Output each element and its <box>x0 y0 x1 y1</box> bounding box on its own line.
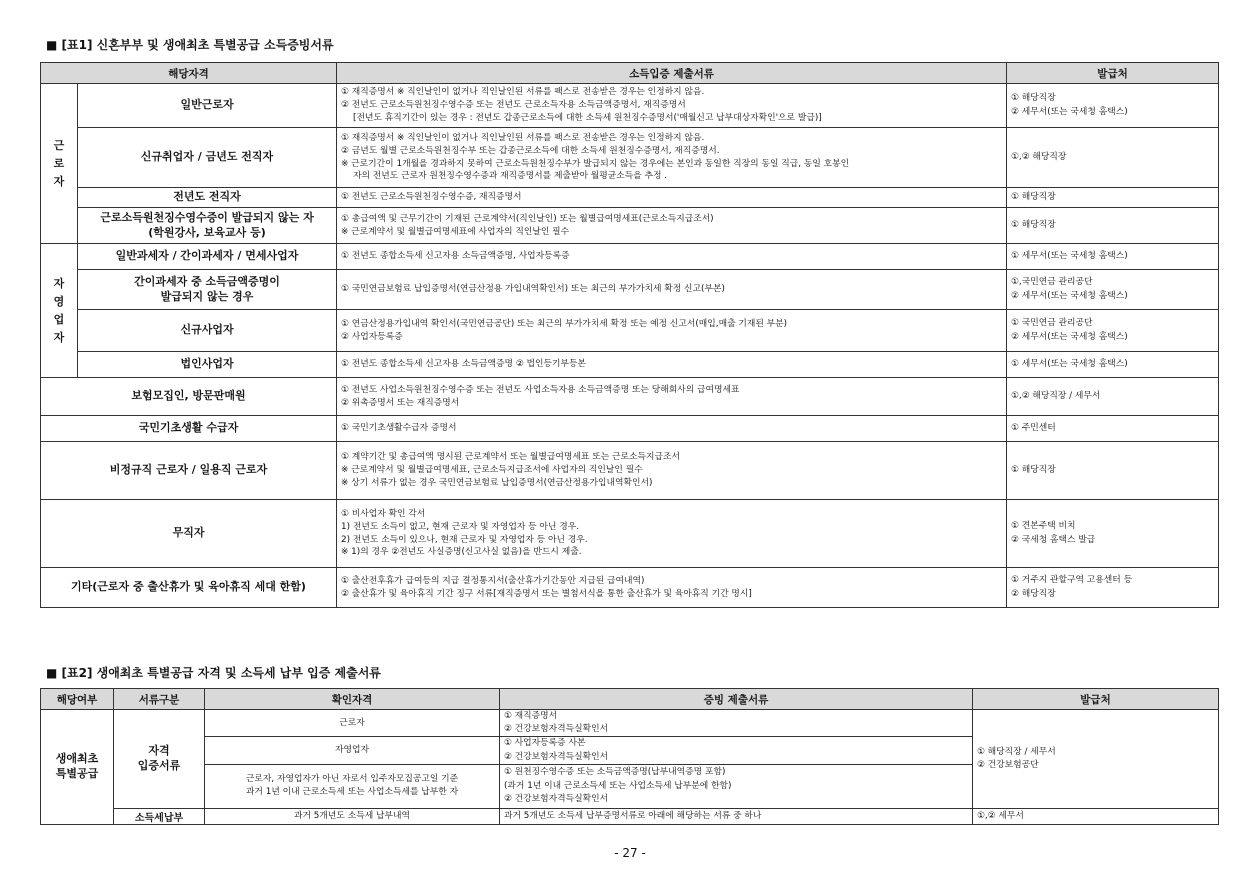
text-line: 2) 전년도 소득이 있으나, 현재 근로자 및 자영업자 등 아닌 경우. <box>341 534 588 545</box>
qualification-label: 신규취업자 / 금년도 전직자 <box>78 128 337 188</box>
text-line: ① 세무서(또는 국세청 홈택스) <box>1011 250 1128 261</box>
text-line: ② 출산휴가 및 육아휴직 기간 징구 서류[재직증명서 또는 별첨서식을 통한 출산휴가 및 육아휴직 기간 명시] <box>341 588 752 599</box>
group-worker <box>41 84 78 244</box>
table-row <box>41 500 1219 568</box>
text-line: 발급되지 않는 경우 <box>160 289 254 303</box>
income-proof-table <box>40 62 1219 608</box>
text-line: (과거 1년 이내 근로소득세 또는 사업소득세 납부분에 한함) <box>504 780 732 791</box>
text-line: ① 계약기간 및 총급여액 명시된 근로계약서 또는 월별급여명세표 또는 근로소득지급조서 <box>341 452 680 463</box>
text-line: ※ 근로기간이 1개월을 경과하지 못하여 근로소득원천징수부가 발급되지 않는 경우에는 본인과 동일한 직장의 동일 직급, 동일 호봉인 <box>341 158 850 169</box>
qualification-cell <box>205 710 500 737</box>
group-self-employed <box>41 244 78 378</box>
group-char: 자 <box>53 330 65 344</box>
qualification-label: 기타(근로자 중 출산휴가 및 육아휴직 세대 한함) <box>41 568 337 608</box>
text-line: ① 전년도 근로소득원천징수영수증, 재직증명서 <box>341 192 522 203</box>
header-issuer: 발급처 <box>1007 63 1219 84</box>
issuing-office <box>1007 128 1219 188</box>
text-line: [전년도 휴직기간이 있는 경우 : 전년도 갑종근로소득에 대한 소득세 원천징수증명서('매월신고 납부대상자확인'으로 발급)] <box>353 112 822 123</box>
text-line: 특별공급 <box>55 766 99 780</box>
text-line: ② 전년도 근로소득원천징수영수증 또는 전년도 근로소득자용 소득금액증명서, 재직증명서 <box>341 100 686 111</box>
text-line: ① 해당직장 / 세무서 <box>977 746 1056 757</box>
required-documents <box>337 270 1007 310</box>
text-line: 근로소득원천징수영수증이 발급되지 않는 자 <box>100 210 314 224</box>
text-line: ② 건강보험자격득실확인서 <box>504 751 609 762</box>
text-line: ② 사업자등록증 <box>341 331 403 342</box>
text-line: ① 재직증명서 ※ 직인날인이 없거나 직인날인된 서류를 팩스로 전송받은 경우는 인정하지 않음. <box>341 87 705 98</box>
table-row <box>41 416 1219 442</box>
table-header-row <box>41 689 1219 710</box>
text-line: ② 세무서(또는 국세청 홈택스) <box>1011 290 1128 301</box>
text-line: ①,② 해당직장 / 세무서 <box>1011 390 1101 401</box>
text-line: ①,② 해당직장 <box>1011 151 1067 162</box>
text-line: ① 국민기초생활수급자 증명서 <box>341 423 457 434</box>
required-documents <box>337 310 1007 352</box>
text-line: (학원강사, 보육교사 등) <box>148 225 266 239</box>
text-line: 자의 전년도 근로자 원천징수영수증과 재직증명서를 제출받아 월평균소득을 추정 . <box>353 171 668 182</box>
qualification-label: 국민기초생활 수급자 <box>41 416 337 442</box>
text-line: ※ 1)의 경우 ②전년도 사실증명(신고사실 없음)을 반드시 제출. <box>341 547 582 558</box>
issuing-office <box>1007 378 1219 416</box>
proof-documents: 과거 5개년도 소득세 납부증명서류로 아래에 해당하는 서류 중 하나 <box>500 808 973 824</box>
qualification-label: 신규사업자 <box>78 310 337 352</box>
table-row <box>41 442 1219 500</box>
text-line: 입증서류 <box>137 758 181 772</box>
text-line: ① 연금산정용가입내역 확인서(국민연금공단) 또는 최근의 부가가치세 확정 또는 예정 신고서(매입,매출 기재된 부분) <box>341 318 788 329</box>
text-line: ① 재직증명서 <box>504 711 558 721</box>
table2-title: ■ [표2] 생애최초 특별공급 자격 및 소득세 납부 입증 제출서류 <box>46 666 381 680</box>
table-row <box>41 244 1219 270</box>
group-char: 자 <box>53 276 65 290</box>
header-qualification: 확인자격 <box>205 689 500 710</box>
required-documents <box>337 244 1007 270</box>
text-line: ① 사업자등록증 사본 <box>504 738 586 749</box>
qualification-cell <box>205 764 500 808</box>
text-line: ① 전년도 종합소득세 신고자용 소득금액증명 ② 법인등기부등본 <box>341 359 587 370</box>
text-line: 자격 <box>148 744 170 758</box>
qualification-label: 일반과세자 / 간이과세자 / 면세사업자 <box>78 244 337 270</box>
text-line: ② 건강보험공단 <box>977 759 1039 770</box>
text-line: ① 출산전후휴가 급여등의 지급 결정통지서(출산휴가기간동안 지급된 급여내역) <box>341 575 645 586</box>
text-line: ① 국민연금 관리공단 <box>1011 318 1093 329</box>
text-line: ① 거주지 관할구역 고용센터 등 <box>1011 575 1133 586</box>
text-line: 1) 전년도 소득이 없고, 현재 근로자 및 자영업자 등 아닌 경우. <box>341 521 580 532</box>
text-line: ① 비사업자 확인 각서 <box>341 509 426 519</box>
required-documents <box>337 568 1007 608</box>
table-row <box>41 378 1219 416</box>
issuing-office <box>1007 416 1219 442</box>
required-documents <box>337 188 1007 208</box>
qualification-label: 비정규직 근로자 / 일용직 근로자 <box>41 442 337 500</box>
proof-documents <box>500 764 973 808</box>
text-line: ※ 상기 서류가 없는 경우 국민연금보험료 납입증명서(연금산정용가입내역확인서) <box>341 477 653 488</box>
text-line: ① 견본주택 비치 <box>1011 521 1076 532</box>
header-applicable: 해당여부 <box>41 689 114 710</box>
issuing-office <box>973 710 1219 809</box>
header-documents: 소득입증 제출서류 <box>337 63 1007 84</box>
qualification-cell <box>205 737 500 764</box>
table-row <box>41 84 1219 128</box>
text-line: ② 건강보험자격득실확인서 <box>504 724 609 735</box>
text-line: ※ 근로계약서 및 월별급여명세표, 근로소득지급조서에 사업자의 직인날인 필수 <box>341 465 643 476</box>
text-line: 근로자 <box>339 717 365 728</box>
issuing-office <box>1007 500 1219 568</box>
issuing-office <box>1007 568 1219 608</box>
table-header-row <box>41 63 1219 84</box>
text-line: ① 원천징수영수증 또는 소득금액증명(납부내역증명 포함) <box>504 767 726 778</box>
required-documents <box>337 442 1007 500</box>
text-line: ② 세무서(또는 국세청 홈택스) <box>1011 106 1128 117</box>
table-row <box>41 310 1219 352</box>
header-proof-docs: 증빙 제출서류 <box>500 689 973 710</box>
text-line: ② 건강보험자격득실확인서 <box>504 793 609 804</box>
text-line: ① 해당직장 <box>1011 93 1056 104</box>
text-line: ①,국민연금 관리공단 <box>1011 277 1093 288</box>
text-line: ① 국민연금보험료 납입증명서(연금산정용 가입내역확인서) 또는 최근의 부가가치세 확정 신고(부본) <box>341 284 725 295</box>
group-char: 근 <box>53 138 65 152</box>
first-time-buyer-table <box>40 688 1219 825</box>
group-char: 영 <box>53 294 65 308</box>
header-qualification: 해당자격 <box>41 63 337 84</box>
qualification-label: 전년도 전직자 <box>78 188 337 208</box>
qualification-label: 일반근로자 <box>78 84 337 128</box>
proof-documents <box>500 710 973 737</box>
issuing-office <box>1007 270 1219 310</box>
issuing-office: ①,② 세무서 <box>973 808 1219 824</box>
group-char: 업 <box>53 312 65 326</box>
issuing-office <box>1007 188 1219 208</box>
text-line: 간이과세자 중 소득금액증명이 <box>134 274 280 288</box>
issuing-office <box>1007 84 1219 128</box>
page-number: - 27 - <box>614 846 646 860</box>
issuing-office <box>1007 244 1219 270</box>
table-row <box>41 568 1219 608</box>
text-line: ① 재직증명서 ※ 직인날인이 없거나 직인날인된 서류를 팩스로 전송받은 경우는 인정하지 않음. <box>341 133 705 143</box>
table-row <box>41 710 1219 737</box>
table-row <box>41 352 1219 378</box>
text-line: ① 해당직장 <box>1011 219 1056 230</box>
text-line: ① 전년도 사업소득원천징수영수증 또는 전년도 사업소득자용 소득금액증명 또는 당해회사의 급여명세표 <box>341 384 740 395</box>
required-documents <box>337 416 1007 442</box>
text-line: 생애최초 <box>55 752 99 766</box>
qualification-label <box>78 270 337 310</box>
text-line: ② 해당직장 <box>1011 588 1056 599</box>
text-line: ① 세무서(또는 국세청 홈택스) <box>1011 358 1128 369</box>
qualification-cell: 과거 5개년도 소득세 납부내역 <box>205 808 500 824</box>
group-char: 자 <box>53 174 65 188</box>
proof-documents <box>500 737 973 764</box>
qualification-label: 무직자 <box>41 500 337 568</box>
table-row <box>41 808 1219 824</box>
required-documents <box>337 378 1007 416</box>
group-char: 로 <box>53 156 65 170</box>
text-line: 근로자, 자영업자가 아닌 자로서 입주자모집공고일 기준 <box>245 774 459 785</box>
text-line: ② 국세청 홈택스 발급 <box>1011 534 1096 545</box>
required-documents <box>337 128 1007 188</box>
issuing-office <box>1007 352 1219 378</box>
table1-title: ■ [표1] 신혼부부 및 생애최초 특별공급 소득증빙서류 <box>46 38 334 52</box>
text-line: ※ 근로계약서 및 월별급여명세표에 사업자의 직인날인 필수 <box>341 226 570 237</box>
required-documents <box>337 208 1007 244</box>
text-line: 자영업자 <box>335 744 369 755</box>
table-row <box>41 270 1219 310</box>
required-documents <box>337 352 1007 378</box>
header-issuer: 발급처 <box>973 689 1219 710</box>
qualification-label: 법인사업자 <box>78 352 337 378</box>
table-row <box>41 208 1219 244</box>
text-line: ① 주민센터 <box>1011 422 1056 433</box>
text-line: ① 총급여액 및 근무기간이 기재된 근로계약서(직인날인) 또는 월별급여명세표(근로소득지급조서) <box>341 213 714 224</box>
qualification-label <box>78 208 337 244</box>
applicable-label <box>41 710 114 825</box>
text-line: ① 해당직장 <box>1011 191 1056 202</box>
text-line: 과거 1년 이내 근로소득세 또는 사업소득세를 납부한 자 <box>245 787 459 798</box>
issuing-office <box>1007 442 1219 500</box>
doc-type-label <box>114 710 205 809</box>
text-line: ② 세무서(또는 국세청 홈택스) <box>1011 331 1128 342</box>
required-documents <box>337 84 1007 128</box>
doc-type-tax: 소득세납부 <box>114 808 205 824</box>
qualification-label: 보험모집인, 방문판매원 <box>41 378 337 416</box>
table-row <box>41 188 1219 208</box>
text-line: ① 전년도 종합소득세 신고자용 소득금액증명, 사업자등록증 <box>341 251 570 262</box>
text-line: ② 금년도 월별 근로소득원천징수부 또는 갑종근로소득에 대한 소득세 원천징수증명서, 재직증명서. <box>341 145 720 156</box>
text-line: ① 해당직장 <box>1011 464 1056 475</box>
issuing-office <box>1007 310 1219 352</box>
table-row <box>41 128 1219 188</box>
required-documents <box>337 500 1007 568</box>
text-line: ② 위촉증명서 또는 재직증명서 <box>341 397 460 408</box>
issuing-office <box>1007 208 1219 244</box>
header-doc-type: 서류구분 <box>114 689 205 710</box>
